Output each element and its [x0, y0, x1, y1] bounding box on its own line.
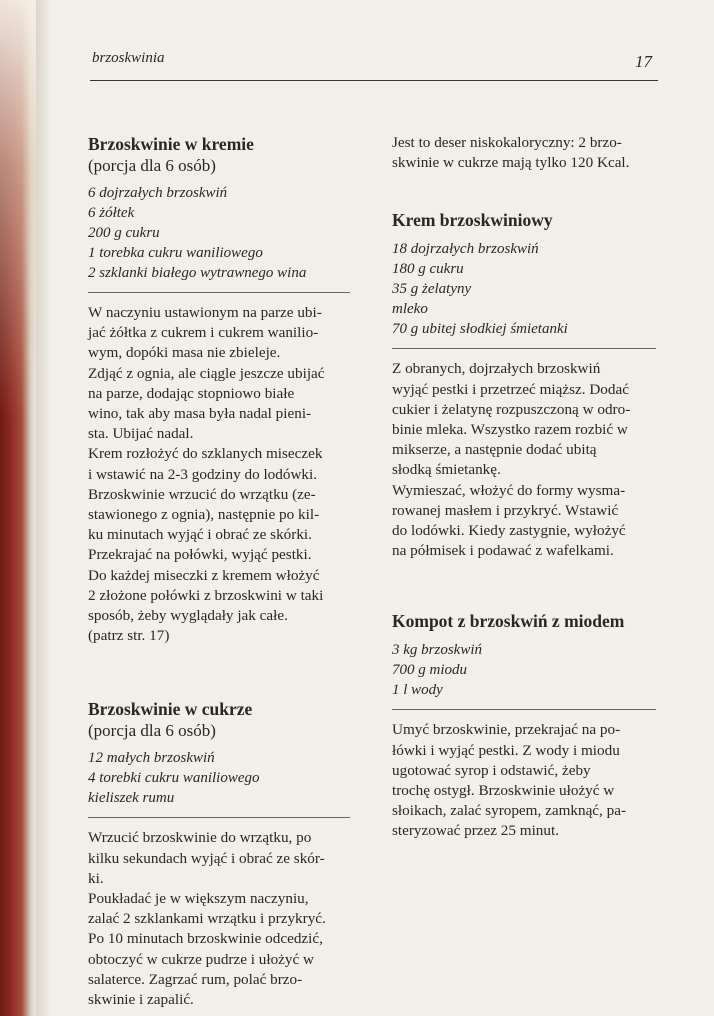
recipe-portion: (porcja dla 6 osób) [88, 721, 216, 741]
ingredient-item: 6 żółtek [88, 205, 135, 221]
method-line: jać żółtka z cukrem i cukrem wanilio- [88, 324, 319, 342]
method-line: binie mleka. Wszystko razem rozbić w [392, 421, 628, 439]
ingredient-item: 1 l wody [392, 682, 443, 699]
ingredient-item: mleko [392, 301, 428, 318]
method-line: (patrz str. 17) [88, 627, 170, 645]
ingredient-list [88, 183, 350, 293]
recipe-title: Kompot z brzoskwiń z miodem [392, 611, 625, 632]
ingredient-item: 18 dojrzałych brzoskwiń [392, 241, 539, 258]
method-line: ugotować syrop i odstawić, żeby [392, 761, 591, 779]
method-line: kilku sekundach wyjąć i obrać ze skór- [88, 849, 325, 867]
method-line: steryzować przez 25 minut. [392, 822, 559, 840]
method-line: na półmisek i podawać z wafelkami. [392, 542, 614, 560]
method-line: Z obranych, dojrzałych brzoskwiń [392, 360, 601, 378]
method-line: Wrzucić brzoskwinie do wrzątku, po [88, 829, 312, 847]
method-line: na parze, dodając stopniowo białe [88, 384, 295, 402]
ingredient-item: 3 kg brzoskwiń [392, 642, 482, 659]
method-line: trochę ostygł. Brzoskwinie ułożyć w [392, 782, 615, 800]
method-line: sta. Ubijać nadal. [88, 425, 194, 443]
method-line: słodką śmietankę. [392, 461, 501, 479]
method-line: ku minutach wyjąć i obrać ze skórki. [88, 526, 312, 544]
book-binding [0, 0, 36, 1016]
method-line: i wstawić na 2-3 godziny do lodówki. [88, 465, 318, 483]
recipe-method [392, 720, 656, 841]
method-line: mikserze, a następnie dodać ubitą [392, 441, 597, 459]
page-number: 17 [635, 52, 652, 71]
method-line: Poukładać je w większym naczyniu, [88, 890, 309, 908]
recipe-title: Brzoskwinie w kremie [88, 134, 254, 154]
ingredient-item: 700 g miodu [392, 662, 467, 679]
method-line: słoikach, zalać syropem, zamknąć, pa- [392, 802, 627, 820]
ingredient-item: 180 g cukru [392, 261, 464, 278]
method-line: Umyć brzoskwinie, przekrajać na po- [392, 721, 621, 739]
method-line: W naczyniu ustawionym na parze ubi- [88, 304, 322, 321]
method-line: wym, dopóki masa nie zbieleje. [88, 344, 281, 362]
method-line: Brzoskwinie wrzucić do wrzątku (ze- [88, 485, 316, 503]
ingredient-item: 70 g ubitej słodkiej śmietanki [392, 321, 568, 338]
recipe-method [88, 303, 350, 646]
ingredient-item: 1 torebka cukru waniliowego [88, 245, 263, 261]
method-line: łówki i wyjąć pestki. Z wody i miodu [392, 741, 620, 759]
recipe-brzoskwinie-w-kremie [88, 133, 350, 646]
method-line: Wymieszać, włożyć do formy wysma- [392, 481, 626, 499]
method-line: ki. [88, 869, 104, 887]
ingredient-item: kieliszek rumu [88, 790, 175, 807]
method-line: Zdjąć z ognia, ale ciągle jeszcze ubijać [88, 364, 325, 382]
method-line: wyjąć pestki i przetrzeć miąższ. Dodać [392, 380, 629, 398]
method-line: obtoczyć w cukrze pudrze i ułożyć w [88, 950, 315, 968]
recipe-krem-brzoskwiniowy [392, 209, 656, 561]
left-column [88, 133, 350, 1010]
ingredient-list [392, 640, 656, 710]
ingredient-item: 12 małych brzoskwiń [88, 750, 215, 767]
ingredient-item: 6 dojrzałych brzoskwiń [88, 185, 228, 201]
ingredient-item: 4 torebki cukru waniliowego [88, 770, 260, 787]
spacer [392, 561, 656, 610]
binding-fade [0, 0, 36, 420]
ingredient-item: 200 g cukru [88, 225, 160, 241]
ingredient-item: 35 g żelatyny [392, 281, 472, 298]
recipe-title: Brzoskwinie w cukrze [88, 699, 253, 720]
intro-note [392, 133, 656, 173]
ingredient-item: 2 szklanki białego wytrawnego wina [88, 265, 307, 281]
right-column [392, 133, 656, 842]
intro-line: Jest to deser niskokaloryczny: 2 brzo- [392, 134, 622, 151]
page-header [90, 50, 658, 81]
running-title: brzoskwinia [92, 50, 165, 66]
method-line: skwinie i zapalić. [88, 991, 194, 1009]
method-line: cukier i żelatynę rozpuszczoną w odro- [392, 400, 631, 418]
recipe-method [392, 359, 656, 561]
spacer [88, 646, 350, 698]
method-line: stawionego z ognia), następnie po kil- [88, 506, 320, 524]
method-line: salaterce. Zagrzać rum, polać brzo- [88, 970, 303, 988]
method-line: Do każdej miseczki z kremem włożyć [88, 566, 320, 584]
ingredient-list [88, 748, 350, 818]
recipe-portion: (porcja dla 6 osób) [88, 156, 216, 175]
intro-line: skwinie w cukrze mają tylko 120 Kcal. [392, 154, 630, 172]
method-line: sposób, żeby wyglądały jak całe. [88, 607, 288, 625]
method-line: zalać 2 szklankami wrzątku i przykryć. [88, 910, 326, 928]
method-line: rowanej masłem i przykryć. Wstawić [392, 501, 619, 519]
method-line: Krem rozłożyć do szklanych miseczek [88, 445, 323, 463]
method-line: wino, tak aby masa była nadal pieni- [88, 405, 312, 423]
page-gutter-shadow [36, 0, 50, 1016]
method-line: Przekrajać na połówki, wyjąć pestki. [88, 546, 312, 564]
recipe-title: Krem brzoskwiniowy [392, 210, 553, 231]
ingredient-list [392, 239, 656, 349]
method-line: do lodówki. Kiedy zastygnie, wyłożyć [392, 522, 626, 540]
method-line: Po 10 minutach brzoskwinie odcedzić, [88, 930, 323, 948]
method-line: 2 złożone połówki z brzoskwini w taki [88, 586, 324, 604]
recipe-method [88, 828, 350, 1010]
recipe-kompot-z-brzoskwin [392, 610, 656, 841]
recipe-brzoskwinie-w-cukrze [88, 698, 350, 1010]
